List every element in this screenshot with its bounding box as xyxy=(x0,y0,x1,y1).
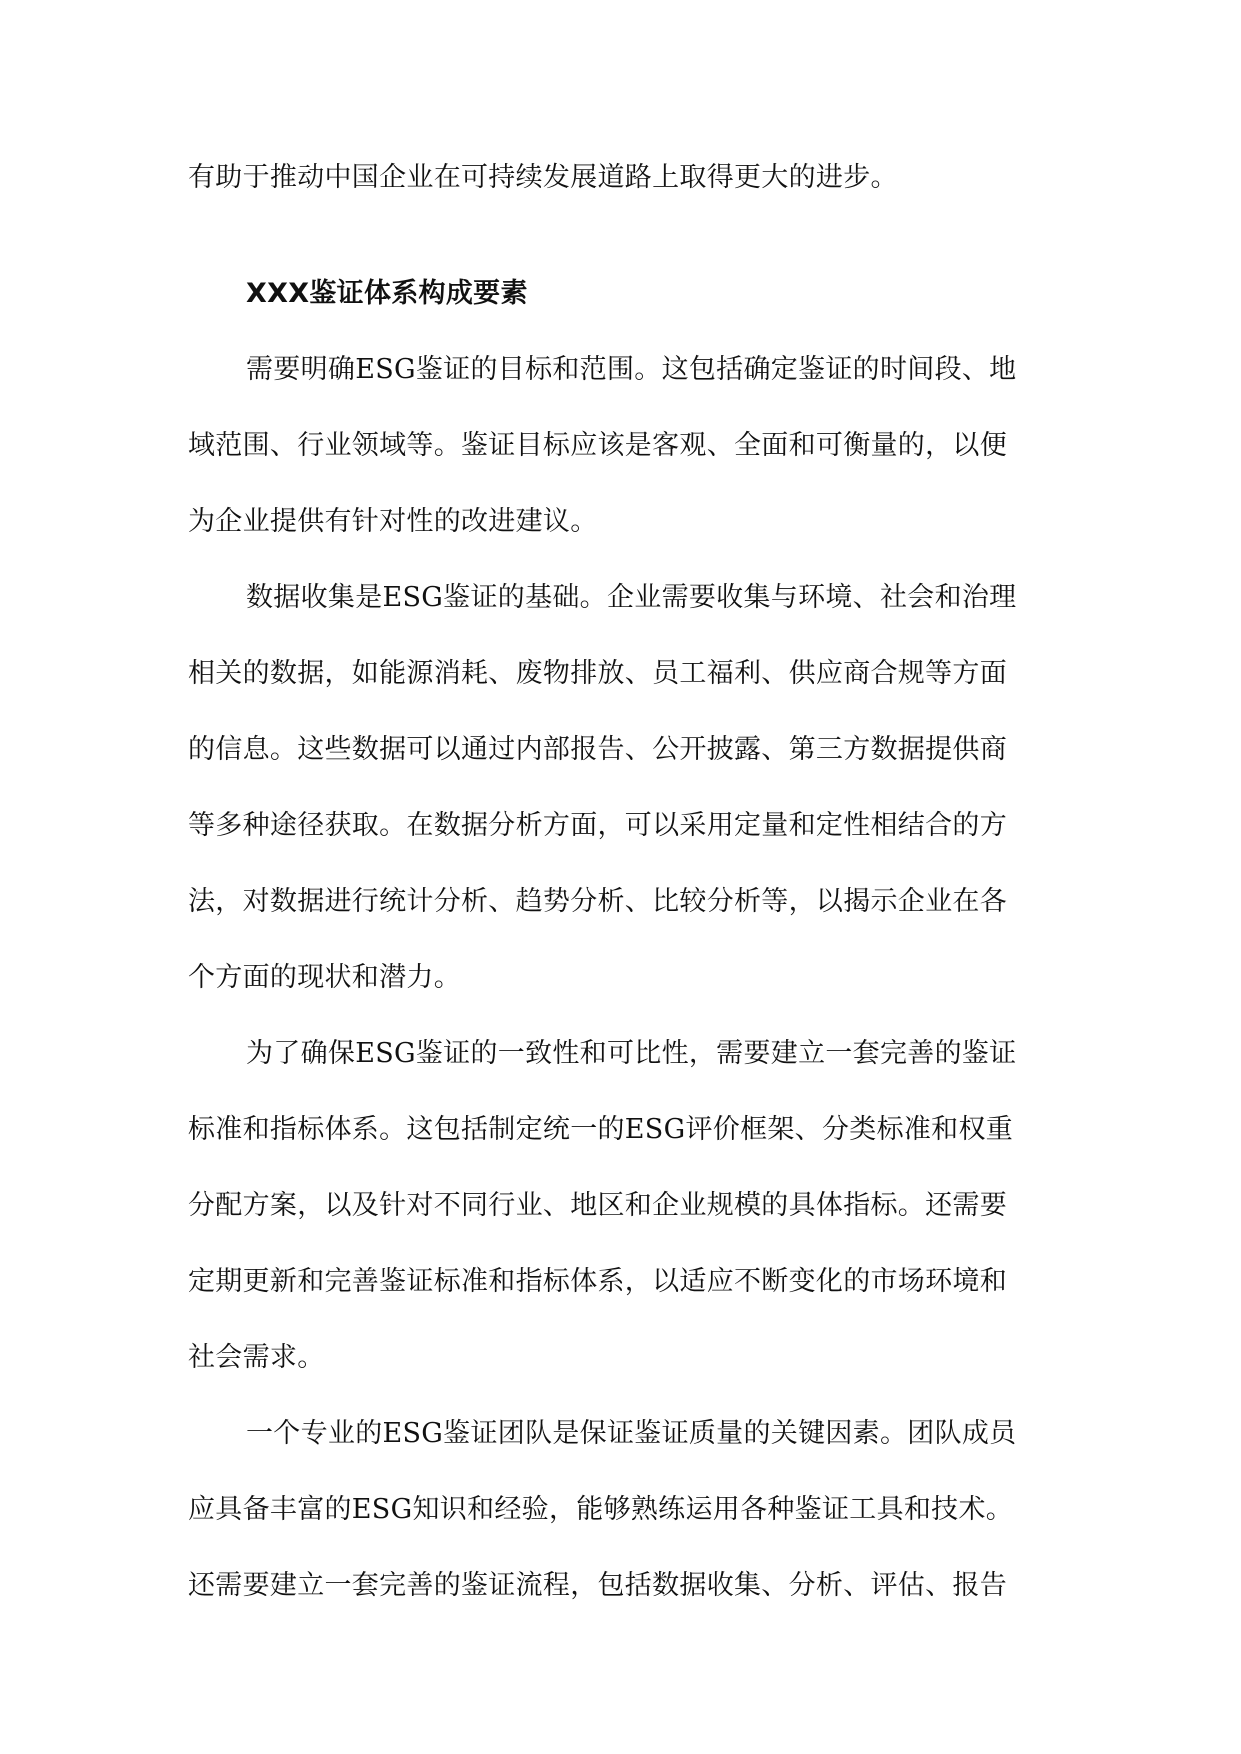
paragraph-line: 社会需求。 xyxy=(188,1342,325,1373)
opening-line: 有助于推动中国企业在可持续发展道路上取得更大的进步。 xyxy=(188,162,898,193)
paragraph-line: 一个专业的ESG鉴证团队是保证鉴证质量的关键因素。团队成员 xyxy=(246,1418,1017,1449)
paragraph-line: 需要明确ESG鉴证的目标和范围。这包括确定鉴证的时间段、地 xyxy=(246,354,1017,385)
document-body xyxy=(188,140,1048,1624)
paragraph-line: 的信息。这些数据可以通过内部报告、公开披露、第三方数据提供商 xyxy=(188,734,1007,765)
paragraph-line: 个方面的现状和潜力。 xyxy=(188,962,461,993)
paragraph-line: 定期更新和完善鉴证标准和指标体系，以适应不断变化的市场环境和 xyxy=(188,1266,1007,1297)
paragraph-line: 标准和指标体系。这包括制定统一的ESG评价框架、分类标准和权重 xyxy=(188,1114,1014,1145)
paragraph-line: 数据收集是ESG鉴证的基础。企业需要收集与环境、社会和治理 xyxy=(246,582,1017,613)
paragraph-goals xyxy=(188,332,1048,560)
paragraph-standards xyxy=(188,1016,1048,1396)
paragraph-line: 等多种途径获取。在数据分析方面，可以采用定量和定性相结合的方 xyxy=(188,810,1007,841)
paragraph-team xyxy=(188,1396,1048,1624)
paragraph-data-collection xyxy=(188,560,1048,1016)
paragraph-line: 相关的数据，如能源消耗、废物排放、员工福利、供应商合规等方面 xyxy=(188,658,1007,689)
paragraph-line: 为了确保ESG鉴证的一致性和可比性，需要建立一套完善的鉴证 xyxy=(246,1038,1017,1069)
section-heading: XXX鉴证体系构成要素 xyxy=(246,278,528,309)
paragraph-line: 为企业提供有针对性的改进建议。 xyxy=(188,506,598,537)
paragraph-line: 域范围、行业领域等。鉴证目标应该是客观、全面和可衡量的，以便 xyxy=(188,430,1007,461)
paragraph-line: 应具备丰富的ESG知识和经验，能够熟练运用各种鉴证工具和技术。 xyxy=(188,1494,1014,1525)
paragraph-line: 法，对数据进行统计分析、趋势分析、比较分析等，以揭示企业在各 xyxy=(188,886,1007,917)
paragraph-line: 分配方案，以及针对不同行业、地区和企业规模的具体指标。还需要 xyxy=(188,1190,1007,1221)
paragraph-line: 还需要建立一套完善的鉴证流程，包括数据收集、分析、评估、报告 xyxy=(188,1570,1007,1601)
